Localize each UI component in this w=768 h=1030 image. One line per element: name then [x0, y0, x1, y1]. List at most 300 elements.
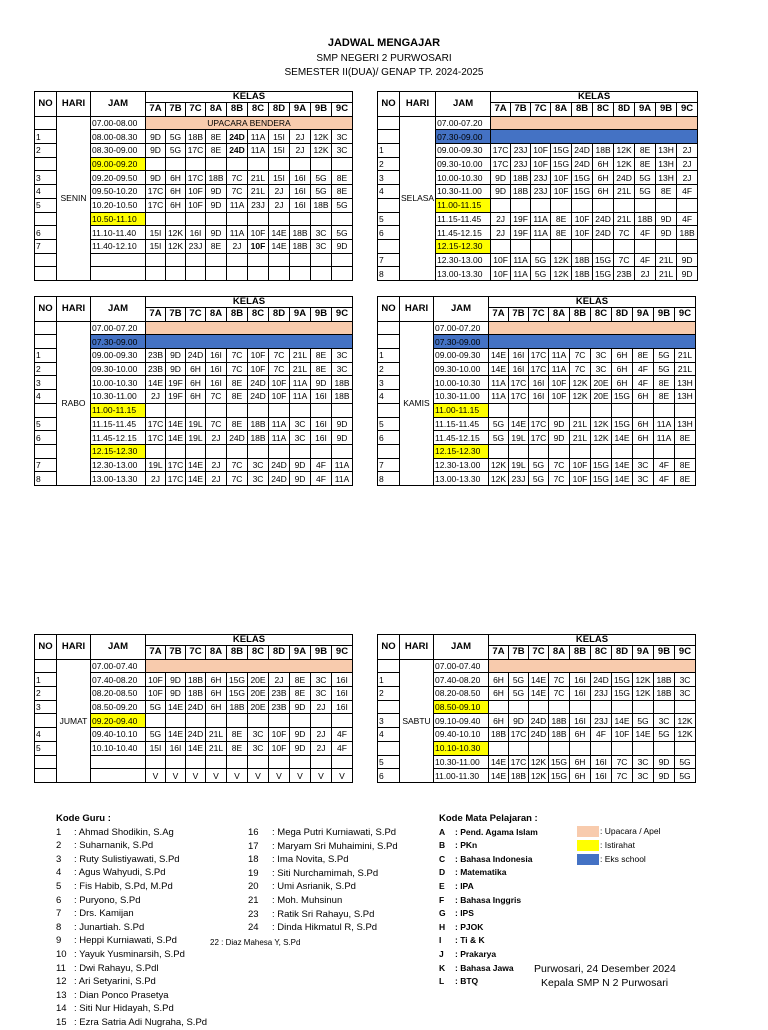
header-kelas: KELAS: [489, 635, 696, 646]
period-number: 1: [378, 673, 400, 687]
time-slot: 07.00-08.00: [91, 116, 146, 130]
teacher-code-item: [56, 839, 207, 853]
schedule-cell: 21L: [290, 349, 311, 363]
schedule-cell: 18B: [186, 687, 206, 701]
teacher-code-number: 10: [56, 948, 67, 960]
schedule-cell: 6H: [593, 157, 614, 171]
teacher-code-item: [248, 867, 398, 881]
subject-code-item: [439, 853, 538, 867]
schedule-cell: [290, 755, 311, 769]
schedule-cell: 11A: [248, 144, 269, 158]
schedule-cell: 2J: [269, 185, 290, 199]
schedule-cell: 5G: [635, 171, 656, 185]
class-header-9b: 9B: [656, 103, 677, 117]
schedule-cell: 3C: [675, 673, 696, 687]
header-jam: JAM: [434, 635, 489, 660]
schedule-cell: 9D: [206, 226, 227, 240]
schedule-cell: 14E: [166, 700, 186, 714]
period-number: [35, 403, 57, 417]
time-slot: 12.15-12.30: [436, 239, 491, 253]
break-cell: [290, 714, 311, 728]
break-cell: [633, 700, 654, 714]
break-cell: [614, 198, 635, 212]
break-cell: [146, 403, 166, 417]
schedule-cell: 23J: [509, 472, 529, 486]
header-no: NO: [378, 635, 400, 660]
teacher-code-number: 20: [248, 881, 259, 893]
break-cell: [549, 741, 570, 755]
schedule-cell: 5G: [633, 714, 654, 728]
break-cell: [248, 212, 269, 226]
schedule-cell: 14E: [633, 728, 654, 742]
schedule-cell: 10F: [531, 144, 551, 158]
time-slot: 11.15-11.45: [436, 212, 491, 226]
time-slot: [91, 253, 146, 267]
schedule-cell: [332, 267, 353, 281]
schedule-cell: 15G: [612, 687, 633, 701]
class-header-7b: 7B: [166, 646, 186, 660]
schedule-cell: 18B: [511, 171, 531, 185]
schedule-cell: 15G: [591, 458, 612, 472]
teacher-name: : Ari Setyarini, S.Pd: [74, 976, 156, 988]
subject-code-item: [439, 839, 538, 853]
schedule-cell: [227, 267, 248, 281]
teacher-name: : Ruty Sulistiyawati, S.Pd: [74, 853, 180, 865]
schedule-cell: [227, 755, 248, 769]
class-header-7a: 7A: [146, 103, 166, 117]
period-number: [35, 659, 57, 673]
teacher-name: : Dwi Rahayu, S.Pdl: [74, 962, 159, 974]
teacher-name: : Mega Putri Kurniawati, S.Pd: [272, 827, 397, 838]
time-slot: 10.30-11.00: [436, 185, 491, 199]
color-key-label: : Istirahat: [600, 840, 635, 850]
schedule-cell: 19L: [186, 417, 206, 431]
break-cell: [654, 700, 675, 714]
schedule-cell: 3C: [633, 472, 654, 486]
break-cell: [248, 444, 269, 458]
eks-school-cell: [146, 335, 353, 349]
schedule-cell: 6H: [206, 673, 227, 687]
class-header-8c: 8C: [248, 103, 269, 117]
schedule-cell: 15G: [572, 171, 593, 185]
schedule-cell: 8E: [206, 130, 227, 144]
period-number: [378, 321, 400, 335]
break-cell: [269, 403, 290, 417]
schedule-cell: 21L: [206, 741, 227, 755]
schedule-cell: 3C: [311, 239, 332, 253]
schedule-cell: 9D: [166, 362, 186, 376]
schedule-cell: 15G: [612, 390, 633, 404]
schedule-cell: 16I: [332, 700, 353, 714]
break-cell: [311, 403, 332, 417]
schedule-cell: 11A: [269, 417, 290, 431]
header-no: NO: [35, 92, 57, 117]
class-header-8a: 8A: [206, 308, 227, 322]
teacher-name: : Heppi Kurniawati, S.Pd: [74, 935, 177, 947]
header-jam: JAM: [436, 92, 491, 117]
schedule-cell: 18B: [549, 728, 570, 742]
break-cell: [675, 741, 696, 755]
time-slot: 11.40-12.10: [91, 239, 146, 253]
upacara-cell: [489, 659, 696, 673]
break-cell: [166, 444, 186, 458]
schedule-cell: 24D: [529, 728, 549, 742]
teacher-code-number: 9: [56, 935, 62, 947]
class-header-9c: 9C: [675, 646, 696, 660]
schedule-cell: 16I: [570, 673, 591, 687]
class-header-9a: 9A: [290, 646, 311, 660]
schedule-cell: 23B: [146, 362, 166, 376]
break-cell: [656, 239, 677, 253]
header-kelas: KELAS: [491, 92, 698, 103]
period-number: [378, 444, 400, 458]
class-header-7b: 7B: [166, 308, 186, 322]
break-cell: [248, 714, 269, 728]
schedule-cell: 24D: [227, 144, 248, 158]
schedule-cell: 3C: [290, 431, 311, 445]
break-cell: [570, 403, 591, 417]
schedule-cell: 9D: [290, 728, 311, 742]
schedule-cell: 9D: [290, 700, 311, 714]
class-header-8b: 8B: [572, 103, 593, 117]
period-number: 4: [378, 390, 400, 404]
schedule-cell: 5G: [332, 226, 353, 240]
period-number: [35, 116, 57, 130]
subject-code-item: [439, 975, 538, 989]
schedule-cell: 10F: [248, 349, 269, 363]
class-header-7c: 7C: [529, 646, 549, 660]
schedule-cell: 24D: [227, 130, 248, 144]
schedule-cell: 18B: [509, 769, 529, 783]
schedule-cell: 20E: [248, 673, 269, 687]
schedule-cell: 18B: [677, 226, 698, 240]
class-header-7a: 7A: [489, 308, 509, 322]
class-header-8d: 8D: [612, 646, 633, 660]
schedule-cell: 15G: [227, 687, 248, 701]
day-name: SELASA: [400, 116, 436, 280]
schedule-cell: 11A: [654, 431, 675, 445]
break-cell: [269, 157, 290, 171]
class-header-8a: 8A: [549, 308, 570, 322]
schedule-cell: 9D: [166, 673, 186, 687]
break-cell: [570, 741, 591, 755]
schedule-cell: 16I: [290, 198, 311, 212]
schedule-cell: 5G: [166, 130, 186, 144]
schedule-cell: 3C: [332, 349, 353, 363]
break-cell: [551, 239, 572, 253]
break-cell: [227, 403, 248, 417]
schedule-cell: 3C: [633, 458, 654, 472]
schedule-cell: 5G: [311, 171, 332, 185]
schedule-cell: 24D: [614, 171, 635, 185]
break-cell: [593, 198, 614, 212]
break-cell: [614, 239, 635, 253]
schedule-cell: [311, 267, 332, 281]
schedule-cell: [227, 253, 248, 267]
schedule-cell: 23B: [614, 267, 635, 281]
time-slot: 10.00-10.30: [91, 376, 146, 390]
time-slot: 10.10-10.30: [434, 741, 489, 755]
schedule-cell: 15I: [146, 741, 166, 755]
schedule-cell: 21L: [675, 362, 696, 376]
break-cell: [635, 239, 656, 253]
break-cell: [166, 403, 186, 417]
class-header-8c: 8C: [591, 308, 612, 322]
period-number: 7: [35, 458, 57, 472]
schedule-cell: 24D: [529, 714, 549, 728]
teacher-code-number: 17: [248, 840, 259, 852]
schedule-cell: 3C: [332, 130, 353, 144]
schedule-cell: 17C: [186, 171, 206, 185]
schedule-cell: 15G: [227, 673, 248, 687]
schedule-cell: 18B: [290, 226, 311, 240]
schedule-cell: [166, 267, 186, 281]
break-cell: [529, 444, 549, 458]
schedule-cell: 18B: [332, 376, 353, 390]
schedule-cell: 5G: [654, 728, 675, 742]
break-cell: [551, 198, 572, 212]
schedule-cell: 6H: [612, 376, 633, 390]
schedule-cell: 24D: [248, 390, 269, 404]
break-cell: [206, 403, 227, 417]
teacher-code-legend: [56, 812, 207, 1030]
day-name: KAMIS: [400, 321, 434, 485]
schedule-cell: 8E: [227, 376, 248, 390]
schedule-cell: [248, 755, 269, 769]
schedule-cell: 17C: [146, 417, 166, 431]
break-cell: [509, 403, 529, 417]
schedule-cell: 14E: [489, 362, 509, 376]
schedule-cell: 16I: [529, 376, 549, 390]
schedule-cell: 5G: [311, 185, 332, 199]
schedule-cell: [146, 253, 166, 267]
schedule-cell: 3C: [248, 741, 269, 755]
class-header-8d: 8D: [612, 308, 633, 322]
schedule-cell: 14E: [529, 687, 549, 701]
schedule-cell: 17C: [491, 144, 511, 158]
schedule-cell: 12K: [551, 253, 572, 267]
teacher-code-number: 23: [248, 908, 259, 920]
break-cell: [489, 741, 509, 755]
subject-code-item: [439, 866, 538, 880]
time-slot: 11.00-11.15: [434, 403, 489, 417]
teacher-name: : Suharnanik, S.Pd: [74, 840, 154, 852]
schedule-cell: 3C: [290, 417, 311, 431]
schedule-cell: 2J: [146, 390, 166, 404]
time-slot: 09.30-10.00: [434, 362, 489, 376]
teacher-name: : Siti Nurchamimah, S.Pd: [272, 867, 379, 879]
break-cell: [635, 198, 656, 212]
schedule-cell: 4F: [677, 185, 698, 199]
schedule-cell: 3C: [248, 728, 269, 742]
schedule-cell: 16I: [311, 417, 332, 431]
period-number: 3: [378, 376, 400, 390]
schedule-cell: 10F: [146, 673, 166, 687]
schedule-cell: 12K: [489, 472, 509, 486]
schedule-cell: 17C: [509, 755, 529, 769]
class-header-7b: 7B: [509, 308, 529, 322]
schedule-cell: 7C: [549, 673, 570, 687]
schedule-table-sabtu: [377, 634, 696, 783]
schedule-cell: 6H: [593, 185, 614, 199]
schedule-cell: 17C: [166, 458, 186, 472]
time-slot: 13.00-13.30: [434, 472, 489, 486]
schedule-cell: 12K: [529, 769, 549, 783]
period-number: 6: [378, 431, 400, 445]
schedule-cell: 5G: [635, 185, 656, 199]
schedule-cell: 18B: [248, 417, 269, 431]
teacher-code-number: 19: [248, 867, 259, 879]
schedule-cell: 11A: [531, 226, 551, 240]
break-cell: [227, 444, 248, 458]
break-cell: [206, 714, 227, 728]
break-cell: [549, 403, 570, 417]
class-header-7a: 7A: [489, 646, 509, 660]
schedule-cell: 5G: [509, 687, 529, 701]
schedule-cell: 23B: [269, 700, 290, 714]
schedule-cell: 21L: [656, 267, 677, 281]
schedule-cell: 17C: [529, 417, 549, 431]
period-number: 3: [378, 171, 400, 185]
teacher-code-number: 13: [56, 989, 67, 1001]
break-cell: [146, 444, 166, 458]
schedule-cell: 6H: [206, 687, 227, 701]
class-header-7b: 7B: [511, 103, 531, 117]
break-cell: [491, 239, 511, 253]
schedule-cell: 12K: [633, 687, 654, 701]
period-number: 4: [378, 185, 400, 199]
period-number: 8: [378, 472, 400, 486]
time-slot: 11.00-11.30: [434, 769, 489, 783]
schedule-cell: 9D: [290, 458, 311, 472]
schedule-cell: 8E: [227, 417, 248, 431]
period-number: 1: [378, 144, 400, 158]
schedule-cell: 11A: [227, 226, 248, 240]
schedule-cell: 7C: [269, 362, 290, 376]
time-slot: 09.30-10.00: [91, 362, 146, 376]
schedule-cell: 4F: [311, 458, 332, 472]
break-cell: [146, 714, 166, 728]
subject-code-letter: K: [439, 962, 446, 973]
class-header-8d: 8D: [269, 308, 290, 322]
schedule-cell: 2J: [491, 226, 511, 240]
schedule-cell: 5G: [332, 198, 353, 212]
teacher-name: : Ahmad Shodikin, S.Ag: [74, 826, 174, 838]
header-no: NO: [35, 297, 57, 322]
schedule-cell: 24D: [186, 349, 206, 363]
schedule-cell: 19L: [186, 431, 206, 445]
schedule-cell: 5G: [509, 673, 529, 687]
period-number: [378, 741, 400, 755]
schedule-cell: 14E: [186, 741, 206, 755]
class-header-8a: 8A: [551, 103, 572, 117]
subject-name: : PJOK: [455, 921, 484, 932]
break-cell: [549, 444, 570, 458]
schedule-cell: 12K: [529, 755, 549, 769]
schedule-cell: 15I: [146, 239, 166, 253]
schedule-cell: 13H: [675, 376, 696, 390]
schedule-cell: 4F: [635, 253, 656, 267]
schedule-cell: 20E: [591, 390, 612, 404]
schedule-cell: 7C: [570, 362, 591, 376]
schedule-cell: 9D: [166, 687, 186, 701]
schedule-cell: [332, 755, 353, 769]
schedule-cell: 7C: [570, 349, 591, 363]
period-number: 4: [35, 390, 57, 404]
period-number: 5: [378, 755, 400, 769]
schedule-cell: 2J: [206, 431, 227, 445]
time-slot: 09.10-09.40: [434, 714, 489, 728]
schedule-cell: 8E: [206, 144, 227, 158]
schedule-cell: 17C: [146, 185, 166, 199]
schedule-cell: 4F: [633, 376, 654, 390]
schedule-cell: 10F: [248, 362, 269, 376]
table-row: [378, 321, 696, 335]
break-cell: [570, 444, 591, 458]
schedule-cell: 11A: [248, 130, 269, 144]
schedule-cell: 21L: [614, 185, 635, 199]
schedule-cell: 10F: [248, 226, 269, 240]
time-slot: 13.00-13.30: [91, 472, 146, 486]
schedule-cell: 2J: [635, 267, 656, 281]
schedule-cell: 2J: [677, 157, 698, 171]
class-header-9b: 9B: [311, 103, 332, 117]
upacara-cell: [146, 321, 353, 335]
time-slot: 09.00-09.30: [436, 144, 491, 158]
schedule-cell: 20E: [591, 376, 612, 390]
schedule-cell: 11A: [332, 472, 353, 486]
schedule-cell: 5G: [146, 700, 166, 714]
schedule-cell: 8E: [332, 171, 353, 185]
period-number: [35, 444, 57, 458]
schedule-cell: V: [186, 769, 206, 783]
document-title: JADWAL MENGAJAR: [327, 37, 441, 49]
break-cell: [591, 700, 612, 714]
period-number: [378, 403, 400, 417]
period-number: [35, 253, 57, 267]
schedule-cell: 12K: [311, 130, 332, 144]
time-slot: 10.00-10.30: [436, 171, 491, 185]
schedule-cell: 14E: [166, 728, 186, 742]
period-number: [378, 198, 400, 212]
schedule-cell: 10F: [551, 171, 572, 185]
subject-name: : IPS: [455, 908, 474, 919]
break-cell: [290, 403, 311, 417]
teacher-code-number: 21: [248, 894, 259, 906]
class-header-7c: 7C: [531, 103, 551, 117]
schedule-cell: 10F: [146, 687, 166, 701]
schedule-cell: 16I: [311, 390, 332, 404]
schedule-cell: 3C: [675, 687, 696, 701]
break-cell: [206, 212, 227, 226]
schedule-table-selasa: [377, 91, 698, 281]
schedule-cell: 17C: [166, 472, 186, 486]
schedule-cell: 16I: [529, 390, 549, 404]
class-header-9a: 9A: [635, 103, 656, 117]
schedule-cell: 17C: [509, 390, 529, 404]
schedule-cell: 2J: [677, 144, 698, 158]
schedule-cell: 4F: [311, 472, 332, 486]
schedule-cell: 23J: [186, 239, 206, 253]
schedule-cell: 16I: [332, 687, 353, 701]
time-slot: 07.00-07.20: [436, 116, 491, 130]
schedule-cell: 11A: [290, 390, 311, 404]
class-header-8b: 8B: [570, 646, 591, 660]
break-cell: [677, 239, 698, 253]
schedule-cell: V: [166, 769, 186, 783]
schedule-cell: 9D: [549, 417, 570, 431]
class-header-7a: 7A: [146, 646, 166, 660]
